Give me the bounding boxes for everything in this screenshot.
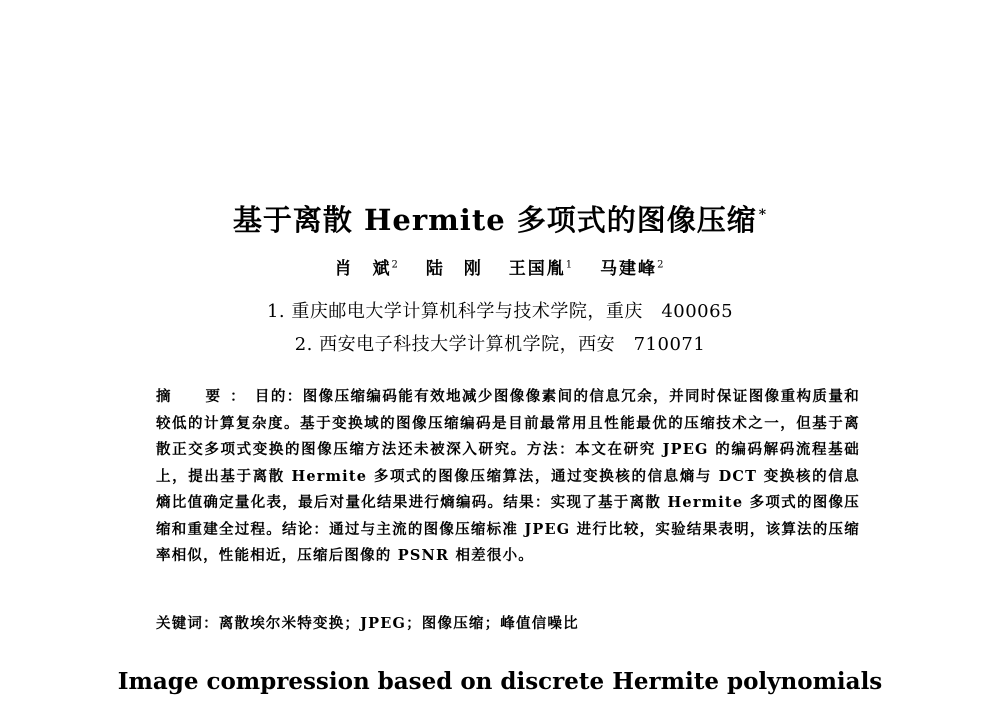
abstract-text: 目的：图像压缩编码能有效地减少图像像素间的信息冗余，并同时保证图像重构质量和较低的计算复杂度。基于变换域的图像压缩编码是目前最常用且性能最优的压缩技术之一，但基于离散正交多项式变换的图像压缩方法还未被深入研究。方法：本文在研究 JPEG 的编码解码流程基础上，提出基于离散 Hermite 多项式的图像压缩算法，通过变换核的信息熵与 DCT 变换核的信息熵比值确定量化表，最后对量化结果进行熵编码。结果：实现了基于离散 Hermite 多项式的图像压缩和重建全过程。结论：通过与主流的图像压缩标准 JPEG 进行比较，实验结果表明，该算法的压缩率相似，性能相近，压缩后图像的 PSNR 相差很小。 [156,388,860,564]
author-1: 肖 斌$^2$ [334,259,400,279]
english-title: Image compression based on discrete Hermite polynomials [117,668,883,695]
paper-title [0,198,1000,239]
title-footnote-mark: * [758,207,768,224]
affiliation-1: 1. 重庆邮电大学计算机科学与技术学院，重庆 400065 [266,301,734,322]
abstract-label: 摘 要： [156,388,255,405]
author-list [0,254,1000,279]
keywords [156,612,860,633]
abstract [156,384,860,570]
affiliation-2: 2. 西安电子科技大学计算机学院，西安 710071 [294,334,706,355]
author-3: 王国胤$^1$ [508,259,575,279]
author-4: 马建峰$^2$ [600,259,666,279]
keywords-label: 关键词： [156,615,219,632]
author-2: 陆 刚 [425,259,483,279]
keywords-text: 离散埃尔米特变换；JPEG；图像压缩；峰值信噪比 [218,615,579,632]
paper-title-text: 基于离散 Hermite 多项式的图像压缩 [232,203,757,237]
